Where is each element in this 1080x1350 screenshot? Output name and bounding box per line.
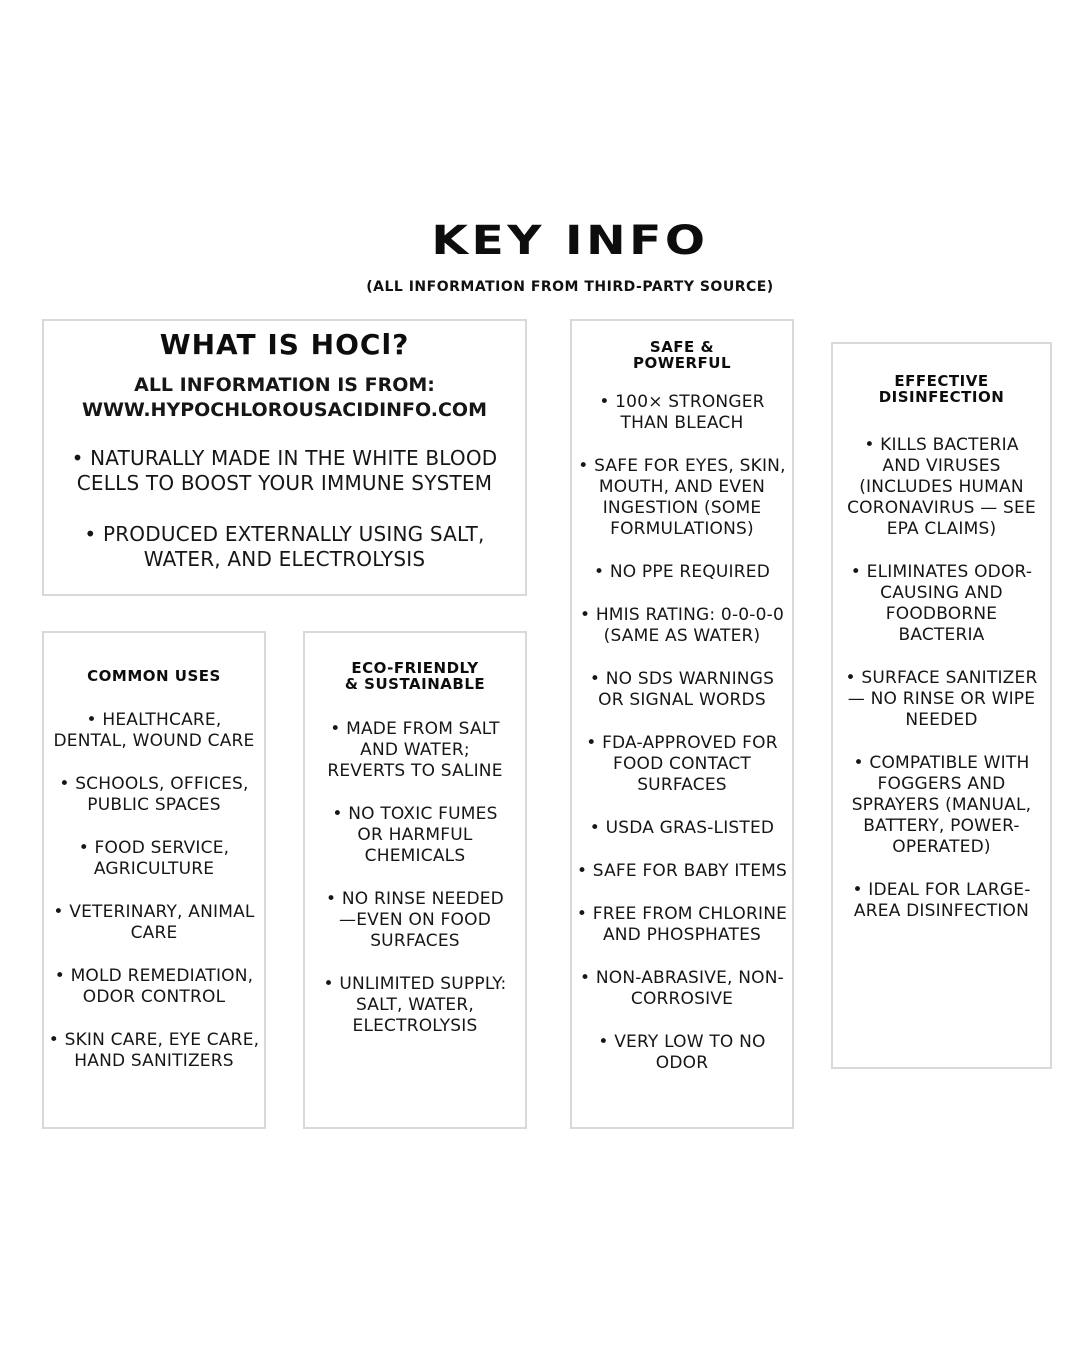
- page-subtitle: (ALL INFORMATION FROM THIRD-PARTY SOURCE): [366, 279, 774, 295]
- card-heading: COMMON USES: [87, 667, 221, 685]
- list-item: • IDEAL FOR LARGE-AREA DISINFECTION: [852, 880, 1031, 921]
- list-item: • COMPATIBLE WITH FOGGERS AND SPRAYERS (MANUAL, BATTERY, POWER-OPERATED): [851, 753, 1032, 857]
- effective-disinfection-card: [831, 342, 1052, 1069]
- list-item: • NO TOXIC FUMES OR HARMFUL CHEMICALS: [332, 804, 498, 866]
- list-item: • MADE FROM SALT AND WATER; REVERTS TO SALINE: [327, 719, 503, 781]
- list-item: • NO SDS WARNINGS OR SIGNAL WORDS: [589, 669, 775, 710]
- list-item: • KILLS BACTERIA AND VIRUSES (INCLUDES HUMAN CORONAVIRUS — SEE EPA CLAIMS): [847, 435, 1036, 539]
- card-heading: ECO-FRIENDLY & SUSTAINABLE: [344, 659, 486, 693]
- list-item: • NON-ABRASIVE, NON-CORROSIVE: [580, 968, 784, 1009]
- list-item: • SURFACE SANITIZER — NO RINSE OR WIPE NEEDED: [845, 668, 1038, 730]
- list-item: • UNLIMITED SUPPLY: SALT, WATER, ELECTROLYSIS: [323, 974, 507, 1036]
- card-list: [44, 446, 525, 572]
- list-item: • USDA GRAS-LISTED: [589, 818, 775, 838]
- list-item: • 100× STRONGER THAN BLEACH: [599, 392, 765, 433]
- source-line-label: ALL INFORMATION IS FROM:: [134, 374, 435, 396]
- card-heading: SAFE & POWERFUL: [632, 338, 732, 372]
- common-uses-card: [42, 631, 266, 1129]
- list-item: • FOOD SERVICE, AGRICULTURE: [78, 838, 230, 879]
- source-note: [44, 373, 525, 423]
- safe-powerful-card: [570, 319, 794, 1129]
- card-heading: EFFECTIVE DISINFECTION: [878, 372, 1005, 406]
- list-item: • PRODUCED EXTERNALLY USING SALT, WATER, AND ELECTROLYSIS: [84, 522, 485, 571]
- list-item: • NATURALLY MADE IN THE WHITE BLOOD CELLS TO BOOST YOUR IMMUNE SYSTEM: [71, 446, 498, 495]
- list-item: • NO PPE REQUIRED: [593, 562, 770, 582]
- eco-friendly-card: [303, 631, 527, 1129]
- card-list: [305, 719, 525, 1037]
- what-is-hocl-card: [42, 319, 527, 596]
- list-item: • ELIMINATES ODOR-CAUSING AND FOODBORNE BACTERIA: [850, 562, 1033, 645]
- list-item: • FDA-APPROVED FOR FOOD CONTACT SURFACES: [586, 733, 778, 795]
- card-list: [833, 435, 1050, 922]
- list-item: • SAFE FOR BABY ITEMS: [576, 861, 788, 881]
- list-item: • SCHOOLS, OFFICES, PUBLIC SPACES: [59, 774, 249, 815]
- list-item: • VERY LOW TO NO ODOR: [598, 1032, 766, 1073]
- card-heading: WHAT IS HOCl?: [159, 328, 410, 361]
- list-item: • SKIN CARE, EYE CARE, HAND SANITIZERS: [48, 1030, 260, 1071]
- list-item: • VETERINARY, ANIMAL CARE: [53, 902, 255, 943]
- page-title: KEY INFO: [431, 218, 709, 264]
- list-item: • MOLD REMEDIATION, ODOR CONTROL: [54, 966, 254, 1007]
- source-line-url: WWW.HYPOCHLOROUSACIDINFO.COM: [82, 399, 487, 421]
- list-item: • NO RINSE NEEDED —EVEN ON FOOD SURFACES: [326, 889, 504, 951]
- list-item: • FREE FROM CHLORINE AND PHOSPHATES: [576, 904, 788, 945]
- card-list: [44, 710, 264, 1072]
- list-item: • HMIS RATING: 0-0-0-0 (SAME AS WATER): [579, 605, 784, 646]
- list-item: • HEALTHCARE, DENTAL, WOUND CARE: [53, 710, 255, 751]
- card-list: [572, 392, 792, 1074]
- list-item: • SAFE FOR EYES, SKIN, MOUTH, AND EVEN INGESTION (SOME FORMULATIONS): [578, 456, 786, 539]
